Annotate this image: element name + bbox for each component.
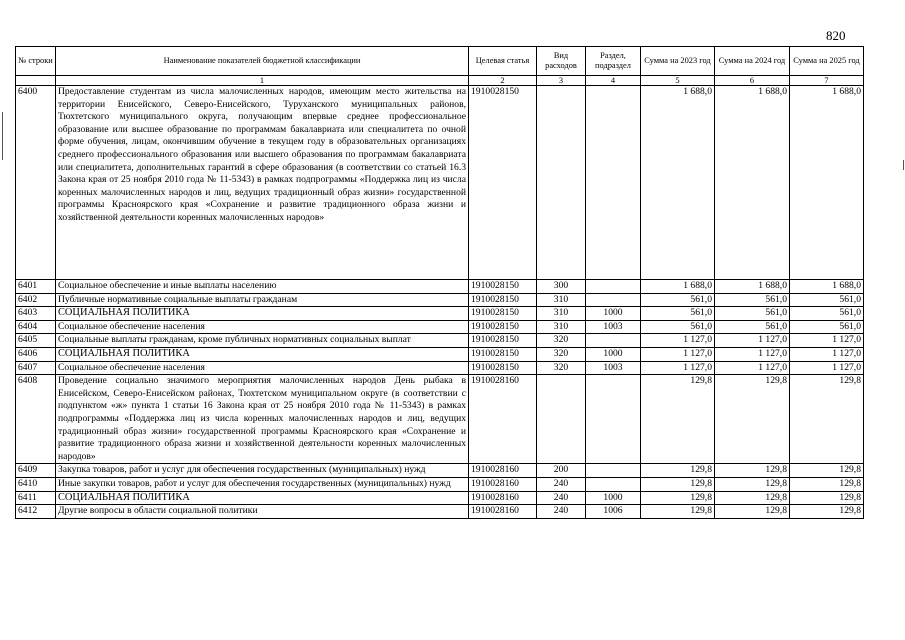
row-sum-2023: 561,0 (641, 293, 715, 307)
colnum-1: 1 (56, 76, 469, 86)
row-razdel: 1003 (586, 320, 641, 334)
table-row (16, 347, 864, 361)
row-sum-2025: 1 127,0 (790, 361, 864, 375)
row-sum-2023: 1 127,0 (641, 361, 715, 375)
row-vid: 200 (537, 464, 586, 478)
row-number: 6403 (16, 307, 56, 321)
row-sum-2025: 1 127,0 (790, 347, 864, 361)
row-article: 1910028150 (469, 320, 537, 334)
colnum-6: 6 (715, 76, 790, 86)
budget-table (15, 46, 864, 519)
row-sum-2023: 129,8 (641, 491, 715, 505)
row-vid: 320 (537, 361, 586, 375)
row-article: 1910028160 (469, 375, 537, 464)
header-vid: Вид расходов (537, 47, 586, 76)
row-sum-2023: 1 688,0 (641, 280, 715, 294)
row-sum-2024: 129,8 (715, 491, 790, 505)
row-sum-2025: 129,8 (790, 464, 864, 478)
header-article: Целевая статья (469, 47, 537, 76)
row-article: 1910028150 (469, 361, 537, 375)
table-row (16, 86, 864, 280)
row-number: 6407 (16, 361, 56, 375)
row-number: 6402 (16, 293, 56, 307)
page-number: 820 (826, 28, 846, 43)
row-vid (537, 86, 586, 280)
row-name: Закупка товаров, работ и услуг для обеспечения государственных (муниципальных) нужд (56, 464, 469, 478)
colnum-3: 3 (537, 76, 586, 86)
header-sum-2025: Сумма на 2025 год (790, 47, 864, 76)
row-sum-2025: 1 127,0 (790, 334, 864, 348)
row-sum-2025: 129,8 (790, 505, 864, 519)
row-number: 6406 (16, 347, 56, 361)
row-sum-2024: 129,8 (715, 375, 790, 464)
row-razdel (586, 280, 641, 294)
margin-mark-right (903, 160, 904, 170)
table-row (16, 477, 864, 491)
header-sum-2023: Сумма на 2023 год (641, 47, 715, 76)
row-article: 1910028150 (469, 86, 537, 280)
row-sum-2024: 1 127,0 (715, 334, 790, 348)
row-vid: 240 (537, 491, 586, 505)
row-razdel: 1000 (586, 307, 641, 321)
header-razdel: Раздел, подраздел (586, 47, 641, 76)
row-name: Публичные нормативные социальные выплаты гражданам (56, 293, 469, 307)
row-vid: 240 (537, 477, 586, 491)
row-name: СОЦИАЛЬНАЯ ПОЛИТИКА (56, 491, 469, 505)
table-row (16, 464, 864, 478)
table-row (16, 307, 864, 321)
row-name: Другие вопросы в области социальной политики (56, 505, 469, 519)
row-sum-2024: 561,0 (715, 293, 790, 307)
row-razdel (586, 464, 641, 478)
row-number: 6400 (16, 86, 56, 280)
colnum-4: 4 (586, 76, 641, 86)
row-article: 1910028150 (469, 347, 537, 361)
row-number: 6409 (16, 464, 56, 478)
row-name: Проведение социально значимого мероприятия малочисленных народов День рыбака в Енисейском, Северо-Енисейском районах, Тюхтетском муниципальном округе (в соответствии с подпунктом «ж» пункта 1 статьи 16 Закона края от 25 ноября 2010 года № 11-5343) в рамках подпрограммы «Поддержка лиц из числа коренных малочисленных народов и лиц, ведущих традиционный образ жизни» государственной программы Красноярского края «Сохранение и развитие традиционного образа жизни и хозяйственной деятельности коренных малочисленных народов» (56, 375, 469, 464)
row-sum-2024: 1 127,0 (715, 361, 790, 375)
row-name: Социальное обеспечение и иные выплаты населению (56, 280, 469, 294)
row-article: 1910028160 (469, 505, 537, 519)
row-sum-2025: 561,0 (790, 320, 864, 334)
row-sum-2025: 561,0 (790, 293, 864, 307)
colnum-7: 7 (790, 76, 864, 86)
row-sum-2024: 129,8 (715, 464, 790, 478)
colnum-5: 5 (641, 76, 715, 86)
row-number: 6401 (16, 280, 56, 294)
row-vid (537, 375, 586, 464)
row-name: СОЦИАЛЬНАЯ ПОЛИТИКА (56, 307, 469, 321)
row-vid: 310 (537, 293, 586, 307)
row-name: Предоставление студентам из числа малочисленных народов, имеющим место жительства на территории Енисейского, Северо-Енисейского, Туруханского муниципальных районов, Тюхтетского муниципального округа, получающим впервые среднее профессиональное образование или высшее образование по программам бакалавриата или специалитета по очной форме обучения, лицам, окончившим обучение в текущем году в образовательных организациях среднего профессионального образования или высшего образования по программам бакалавриата или специалитета, дополнительных гарантий в сфере образования (в соответствии со статьей 16.3 Закона края от 25 ноября 2010 года № 11-5343) в рамках подпрограммы «Поддержка лиц из числа коренных малочисленных народов и лиц, ведущих традиционный образ жизни» государственной программы Красноярского края «Сохранение и развитие традиционного образа жизни и хозяйственной деятельности коренных малочисленных народов» (56, 86, 469, 280)
row-razdel: 1003 (586, 361, 641, 375)
table-row (16, 334, 864, 348)
row-sum-2023: 1 127,0 (641, 334, 715, 348)
row-name: Иные закупки товаров, работ и услуг для обеспечения государственных (муниципальных) нужд (56, 477, 469, 491)
row-sum-2024: 1 688,0 (715, 280, 790, 294)
row-article: 1910028150 (469, 280, 537, 294)
row-razdel: 1000 (586, 347, 641, 361)
row-number: 6411 (16, 491, 56, 505)
row-razdel (586, 375, 641, 464)
row-article: 1910028160 (469, 477, 537, 491)
table-header-row (16, 47, 864, 76)
row-sum-2023: 1 688,0 (641, 86, 715, 280)
row-sum-2023: 561,0 (641, 320, 715, 334)
row-sum-2024: 561,0 (715, 320, 790, 334)
row-sum-2024: 129,8 (715, 477, 790, 491)
table-row (16, 505, 864, 519)
margin-mark-left (2, 112, 3, 160)
row-sum-2025: 129,8 (790, 477, 864, 491)
row-razdel (586, 334, 641, 348)
row-article: 1910028160 (469, 464, 537, 478)
table-row (16, 491, 864, 505)
row-article: 1910028160 (469, 491, 537, 505)
row-sum-2023: 129,8 (641, 464, 715, 478)
table-row (16, 320, 864, 334)
row-sum-2025: 129,8 (790, 375, 864, 464)
row-number: 6404 (16, 320, 56, 334)
row-sum-2025: 129,8 (790, 491, 864, 505)
row-vid: 240 (537, 505, 586, 519)
row-name: Социальные выплаты гражданам, кроме публичных нормативных социальных выплат (56, 334, 469, 348)
row-number: 6405 (16, 334, 56, 348)
row-article: 1910028150 (469, 293, 537, 307)
row-article: 1910028150 (469, 307, 537, 321)
row-sum-2024: 561,0 (715, 307, 790, 321)
row-razdel (586, 293, 641, 307)
colnum-spacer (16, 76, 56, 86)
row-vid: 310 (537, 307, 586, 321)
row-sum-2023: 561,0 (641, 307, 715, 321)
header-row-no: № строки (16, 47, 56, 76)
row-sum-2023: 1 127,0 (641, 347, 715, 361)
row-razdel (586, 86, 641, 280)
row-sum-2024: 1 688,0 (715, 86, 790, 280)
row-sum-2024: 1 127,0 (715, 347, 790, 361)
row-razdel (586, 477, 641, 491)
row-vid: 300 (537, 280, 586, 294)
row-sum-2025: 1 688,0 (790, 280, 864, 294)
row-number: 6412 (16, 505, 56, 519)
row-sum-2023: 129,8 (641, 505, 715, 519)
colnum-2: 2 (469, 76, 537, 86)
table-row (16, 280, 864, 294)
row-sum-2023: 129,8 (641, 375, 715, 464)
row-vid: 320 (537, 347, 586, 361)
row-name: СОЦИАЛЬНАЯ ПОЛИТИКА (56, 347, 469, 361)
table-row (16, 361, 864, 375)
table-row (16, 293, 864, 307)
row-sum-2025: 561,0 (790, 307, 864, 321)
row-sum-2024: 129,8 (715, 505, 790, 519)
header-sum-2024: Сумма на 2024 год (715, 47, 790, 76)
column-numbers-row (16, 76, 864, 86)
row-article: 1910028150 (469, 334, 537, 348)
row-number: 6408 (16, 375, 56, 464)
row-number: 6410 (16, 477, 56, 491)
table-row (16, 375, 864, 464)
row-vid: 320 (537, 334, 586, 348)
row-razdel: 1006 (586, 505, 641, 519)
row-razdel: 1000 (586, 491, 641, 505)
header-name: Наименование показателей бюджетной классификации (56, 47, 469, 76)
row-vid: 310 (537, 320, 586, 334)
row-sum-2025: 1 688,0 (790, 86, 864, 280)
row-sum-2023: 129,8 (641, 477, 715, 491)
row-name: Социальное обеспечение населения (56, 320, 469, 334)
row-name: Социальное обеспечение населения (56, 361, 469, 375)
